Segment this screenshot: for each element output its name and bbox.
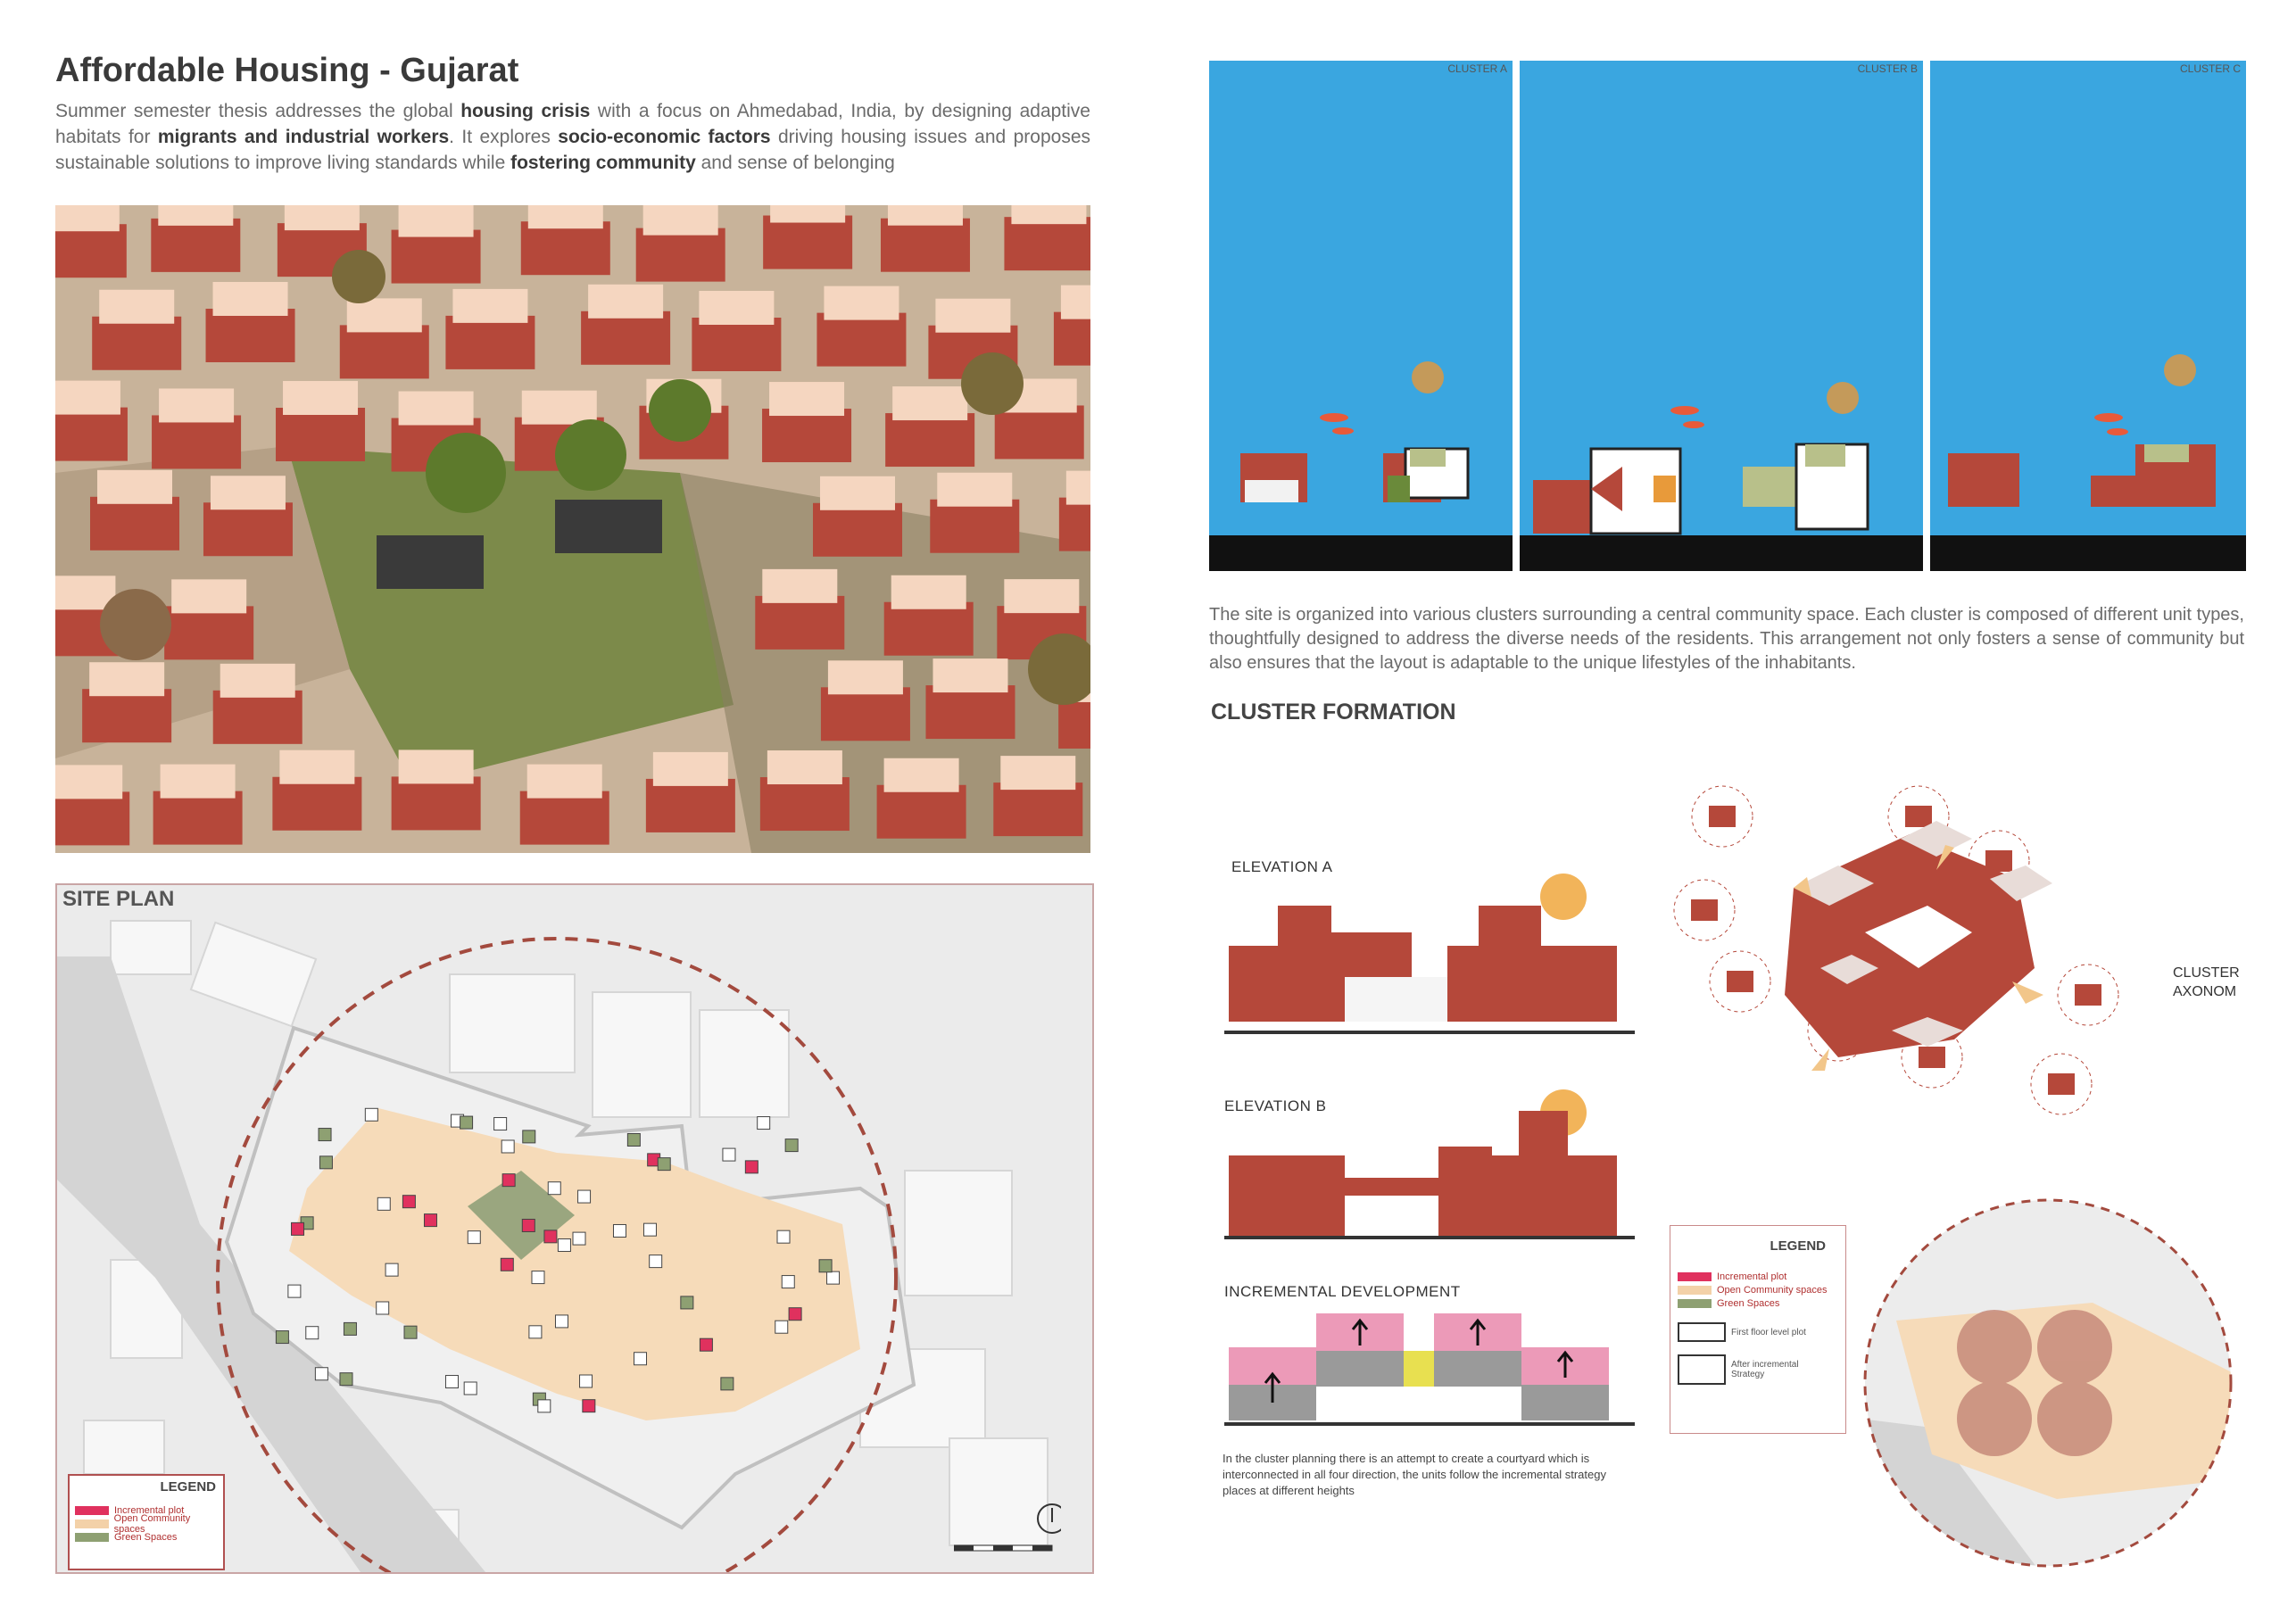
unit-block [2075, 984, 2101, 1006]
housing-unit [613, 1224, 626, 1237]
housing-unit [775, 1321, 788, 1333]
after-incremental-icon [1678, 1354, 1726, 1385]
house-block [881, 205, 970, 272]
section-drawing [1209, 61, 1513, 571]
house-block [763, 205, 852, 269]
house-block [755, 569, 844, 650]
legend-label: Open Community spaces [1717, 1284, 1828, 1296]
housing-unit [344, 1322, 356, 1335]
housing-unit [558, 1239, 570, 1252]
cluster-axonom-label: CLUSTER AXONOM [2173, 965, 2240, 999]
intro-text: Summer semester thesis addresses the global [55, 101, 461, 121]
housing-unit [758, 1117, 770, 1130]
housing-unit [745, 1161, 758, 1173]
housing-unit [785, 1139, 798, 1152]
unit-block [1919, 1047, 1945, 1068]
house-block [821, 660, 910, 741]
house-block [762, 382, 851, 462]
house-block [993, 756, 1082, 836]
legend-title: LEGEND [160, 1479, 216, 1495]
housing-unit [464, 1382, 477, 1395]
housing-unit [377, 1302, 389, 1314]
house-block [151, 205, 240, 272]
legend-swatch [75, 1506, 109, 1515]
ground-line [1520, 535, 1923, 571]
cluster-formation-title: CLUSTER FORMATION [1211, 700, 1456, 725]
house-block [55, 765, 129, 845]
housing-unit [532, 1271, 544, 1284]
house-block [152, 388, 241, 468]
housing-unit [578, 1190, 591, 1203]
housing-unit [538, 1400, 551, 1412]
legend-item [1678, 1296, 1845, 1310]
housing-unit [315, 1368, 327, 1380]
housing-unit [402, 1196, 415, 1208]
housing-unit [700, 1338, 712, 1351]
housing-unit [777, 1230, 790, 1243]
house-block [636, 205, 725, 282]
house-block [90, 470, 179, 551]
house-block [930, 473, 1019, 553]
housing-unit [548, 1182, 560, 1195]
intro-highlight: fostering community [510, 153, 696, 173]
housing-unit [292, 1222, 304, 1235]
housing-unit [340, 1373, 352, 1386]
site-plan-map [57, 885, 1092, 1572]
housing-unit [276, 1331, 288, 1344]
section-label: CLUSTER B [1857, 62, 1918, 75]
housing-unit [529, 1326, 542, 1338]
housing-unit [445, 1376, 458, 1388]
house-block [392, 205, 481, 284]
housing-unit [583, 1400, 595, 1412]
house-block [925, 658, 1015, 739]
intro-highlight: migrants and industrial workers [157, 127, 450, 147]
house-block [55, 381, 128, 461]
housing-unit [319, 1156, 332, 1169]
housing-unit [502, 1174, 515, 1187]
housing-unit [385, 1263, 398, 1276]
housing-unit [643, 1223, 656, 1236]
unit-block [2048, 1073, 2075, 1095]
site-plan-title: SITE PLAN [62, 887, 175, 911]
unit-block [1727, 971, 1753, 992]
house-block [272, 750, 361, 831]
cluster-axonom-drawing [1660, 763, 2213, 1191]
house-block [206, 282, 295, 362]
intro-text: driving housing issues and proposes sustainable solutions to improve living standards while [55, 127, 1090, 173]
house-block [1004, 205, 1090, 270]
legend-first-floor-label: First floor level plot [1731, 1327, 1806, 1337]
incremental-diagram [1224, 1303, 1635, 1428]
house-block [885, 386, 974, 467]
intro-paragraph [55, 98, 1090, 176]
incremental-label: INCREMENTAL DEVELOPMENT [1224, 1283, 1461, 1300]
north-arrow-icon [954, 1501, 1061, 1563]
legend-item [1678, 1270, 1845, 1283]
housing-unit [723, 1148, 735, 1161]
legend-label: Incremental plot [1717, 1271, 1787, 1282]
section-cluster-c [1930, 61, 2246, 571]
incremental-note: In the cluster planning there is an attempt to create a courtyard which is interconnected in all four direction, the units follow the incremental strategy places at different heights [1223, 1452, 1606, 1497]
intro-text: with a focus on Ahmedabad, India, by designing adaptive habitats for [55, 101, 1090, 147]
housing-unit [365, 1108, 377, 1121]
housing-unit [721, 1378, 734, 1390]
house-block [340, 298, 429, 378]
housing-unit [306, 1327, 319, 1339]
housing-unit [782, 1276, 794, 1288]
elevation-b-label: ELEVATION B [1224, 1097, 1327, 1114]
legend-after [1670, 1342, 1845, 1385]
house-block [92, 290, 181, 370]
section-drawing [1520, 61, 1923, 571]
intro-highlight: socio-economic factors [558, 127, 771, 147]
house-block [82, 662, 171, 742]
section-label: CLUSTER C [2179, 62, 2241, 75]
house-block [445, 289, 535, 369]
section-label: CLUSTER A [1447, 62, 1507, 75]
first-floor-icon [1678, 1322, 1726, 1342]
housing-unit [681, 1296, 693, 1309]
legend-swatch [75, 1533, 109, 1542]
aerial-render-image [55, 205, 1090, 853]
house-block [813, 476, 902, 557]
elevation-a-drawing [1224, 870, 1635, 1039]
house-block [153, 765, 243, 845]
housing-unit [544, 1230, 557, 1243]
legend-label: Open Community spaces [113, 1512, 191, 1535]
elevation-a-label: ELEVATION A [1231, 858, 1333, 875]
aerial-render [55, 205, 1090, 853]
elevation-b-drawing [1224, 1084, 1635, 1245]
unit-block [1691, 899, 1718, 921]
house-block [520, 765, 609, 845]
legend-item [1678, 1283, 1845, 1296]
legend-swatch [1678, 1286, 1712, 1295]
legend-items [70, 1503, 223, 1544]
house-block [213, 664, 303, 744]
house-block [816, 286, 906, 367]
cluster-legend [1670, 1225, 1846, 1434]
legend-label: Green Spaces [114, 1531, 178, 1543]
house-block [164, 579, 253, 659]
housing-unit [580, 1375, 593, 1387]
cluster-description: The site is organized into various clusters surrounding a central community space. Each cluster is composed of different unit types, thoughtfully designed to address the diverse needs of the residents. This arrangement not only fosters a sense of community but also ensures that the layout is adaptable to the unique lifestyles of the inhabitants. [1209, 605, 2244, 673]
section-cluster-b [1520, 61, 1923, 571]
house-block [692, 291, 781, 371]
housing-unit [404, 1326, 417, 1338]
housing-unit [819, 1260, 832, 1272]
section-cluster-a [1209, 61, 1513, 571]
legend-item [75, 1512, 223, 1535]
housing-unit [627, 1133, 640, 1146]
legend-items [1670, 1270, 1845, 1310]
housing-unit [523, 1130, 535, 1143]
housing-unit [555, 1315, 568, 1328]
unit-block [1709, 806, 1736, 827]
housing-unit [789, 1308, 801, 1321]
legend-after-label: After incremental Strategy [1731, 1360, 1799, 1379]
housing-unit [460, 1116, 473, 1129]
unit-block [1905, 806, 1932, 827]
house-block [760, 750, 850, 831]
house-block [884, 576, 974, 656]
site-plan-legend [68, 1474, 225, 1570]
intro-text: . It explores [449, 127, 559, 147]
house-block [646, 752, 735, 832]
housing-unit [634, 1353, 647, 1365]
housing-unit [377, 1197, 390, 1210]
housing-unit [424, 1214, 436, 1227]
housing-unit [522, 1219, 535, 1231]
site-plan [55, 883, 1094, 1574]
housing-unit [650, 1255, 662, 1268]
housing-unit [501, 1258, 513, 1271]
house-block [392, 749, 481, 830]
house-block [55, 205, 127, 277]
housing-unit [319, 1129, 331, 1141]
ground-line [1930, 535, 2246, 571]
housing-unit [468, 1231, 480, 1244]
housing-unit [573, 1232, 585, 1245]
legend-title: LEGEND [1770, 1238, 1826, 1254]
scale-bar [954, 1501, 1007, 1554]
legend-swatch [1678, 1272, 1712, 1281]
housing-unit [501, 1140, 514, 1153]
housing-unit [288, 1285, 301, 1297]
legend-first-floor [1670, 1310, 1845, 1342]
house-block [877, 758, 966, 839]
housing-unit [494, 1118, 507, 1130]
house-block [521, 205, 610, 275]
cluster-key-plan [1861, 1196, 2235, 1570]
page-title: Affordable Housing - Gujarat [55, 52, 519, 89]
legend-label: Green Spaces [1717, 1297, 1780, 1309]
house-block [581, 285, 670, 365]
house-block [276, 381, 365, 461]
ground-line [1209, 535, 1513, 571]
legend-swatch [1678, 1299, 1712, 1308]
legend-swatch [75, 1519, 109, 1528]
legend-label: Incremental plot [114, 1504, 185, 1516]
housing-unit [827, 1271, 840, 1284]
housing-unit [658, 1158, 670, 1171]
house-block [203, 476, 293, 556]
intro-highlight: housing crisis [460, 101, 591, 121]
intro-text: and sense of belonging [695, 153, 895, 173]
section-drawing [1930, 61, 2246, 571]
